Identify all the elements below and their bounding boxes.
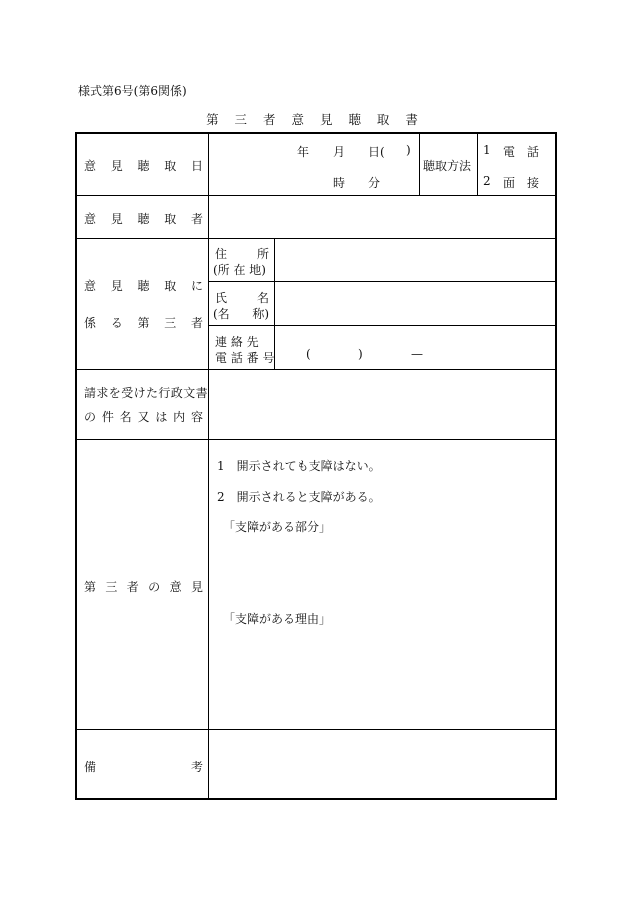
method-option-interview: 2 面 接 <box>483 174 540 190</box>
date-year: 年 <box>297 145 310 159</box>
label-third-party-line2: 係 る 第 三 者 <box>84 316 203 330</box>
label-third-party-line1: 意 見 聴 取 に <box>84 279 203 293</box>
form-number-label: 様式第6号(第6関係) <box>78 84 187 98</box>
label-remarks: 備 考 <box>84 760 203 774</box>
opinion-option-issue: 2 開示されると支障がある。 <box>217 490 381 504</box>
divider-label-column <box>208 134 209 798</box>
divider-address <box>208 281 555 282</box>
divider-method-right <box>477 134 478 195</box>
divider-row2 <box>77 238 555 239</box>
label-contact-line2: 電 話 番 号 <box>215 351 275 365</box>
label-listener: 意 見 聴 取 者 <box>84 212 203 226</box>
divider-row1 <box>77 195 555 196</box>
label-address-line1: 住 所 <box>215 247 269 261</box>
label-third-party-opinion: 第 三 者 の 意 見 <box>84 580 203 594</box>
opinion-part-label: 「支障がある部分」 <box>223 520 332 534</box>
opinion-reason-label: 「支障がある理由」 <box>223 612 332 626</box>
time-hour: 時 <box>333 176 346 190</box>
label-name-line2: (名 称) <box>213 307 269 321</box>
form-table <box>75 132 557 800</box>
opinion-option-no-issue: 1 開示されても支障はない。 <box>217 459 381 473</box>
phone-paren-close: ) <box>358 347 363 361</box>
date-day: 日( <box>368 145 385 159</box>
label-document-line2: の 件 名 又 は 内 容 <box>84 410 203 424</box>
date-day-close: ) <box>406 143 411 157</box>
time-minute: 分 <box>368 176 381 190</box>
divider-row4 <box>77 439 555 440</box>
label-address-line2: (所 在 地) <box>213 263 266 277</box>
divider-row5 <box>77 729 555 730</box>
label-method: 聴取方法 <box>423 159 472 173</box>
method-option-phone: 1 電 話 <box>483 143 540 159</box>
document-title: 第 三 者 意 見 聴 取 書 <box>206 112 424 127</box>
divider-name <box>208 325 555 326</box>
label-hearing-date: 意 見 聴 取 日 <box>84 159 203 173</box>
label-contact-line1: 連 絡 先 <box>215 335 259 349</box>
label-name-line1: 氏 名 <box>215 291 269 305</box>
label-document-line1: 請求を受けた行政文書 <box>84 386 209 400</box>
divider-method-left <box>419 134 420 195</box>
divider-row3 <box>77 369 555 370</box>
phone-paren-open: ( <box>306 347 311 361</box>
date-month: 月 <box>333 145 346 159</box>
phone-dash: — <box>411 347 423 361</box>
